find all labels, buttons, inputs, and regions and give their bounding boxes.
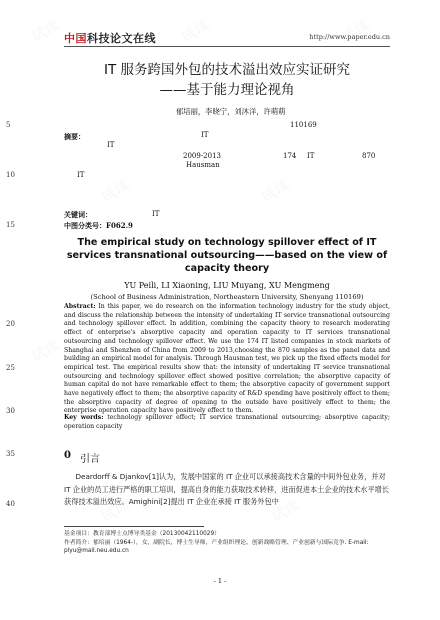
en-keywords-label: Key words: [64, 414, 104, 421]
page-number: - 1 - [213, 577, 227, 585]
intro-heading-number: 0 [64, 450, 71, 461]
logo-red-text: 中国 [64, 32, 87, 45]
line-number: 5 [6, 121, 11, 129]
intro-heading-text: 引言 [80, 454, 100, 465]
en-authors: YU Peili, LI Xiaoning, LIU Muyang, XU Mengmeng [124, 281, 330, 290]
zh-keywords-label: 关键词： [64, 210, 92, 219]
watermark [27, 14, 63, 47]
footnote-funding: 基金项目：教育部博士点博导类基金（20130042110029） [64, 531, 220, 537]
header-url[interactable]: http://www.paper.edu.cn [309, 33, 390, 41]
zh-title-line-1: IT 服务跨国外包的技术溢出效应实证研究 [103, 62, 351, 78]
footnote-rule [64, 526, 204, 527]
zh-abstract-fragment: IT [107, 141, 115, 149]
zh-abstract-fragment: IT [77, 171, 85, 179]
en-title-line-3: capacity theory [184, 263, 270, 274]
page-header [64, 30, 390, 46]
header-rule [64, 46, 390, 47]
en-keywords-text: technology spillover effect; IT service transnational outsourcing; absorptive capacity; operation capacity [64, 414, 391, 430]
zh-abstract-fragment: 870 [362, 152, 376, 160]
line-number: 35 [6, 450, 15, 458]
zh-abstract-fragment: 174 [283, 152, 297, 160]
watermark [27, 334, 63, 367]
line-number: 25 [6, 364, 15, 372]
zh-abstract-fragment: IT [201, 131, 209, 139]
zh-abstract-fragment: IT [307, 152, 315, 160]
watermark [257, 174, 293, 207]
line-number: 20 [6, 320, 15, 328]
site-logo [64, 30, 156, 46]
line-number: 10 [6, 171, 15, 179]
zh-authors: 郁培丽，李晓宁，刘沐洋，许萌萌 [176, 107, 286, 116]
en-title-line-2: services transnational outsourcing——based on the view of [66, 250, 388, 261]
intro-paragraph: Deardorff & Djankov[1]认为，发展中国家的 IT 企业可以承接高技术含量的中间外包业务，并对 IT 企业的员工进行严格的职工培训，提高自身的能力获取技术转移，进而促进本土企业的技术水平增长获得技术溢出效应。Amighini[2]提出 IT 企业在承接 IT 服务外包中 [64, 472, 390, 506]
zh-keywords-fragment: IT [152, 210, 160, 218]
logo-black-text: 科技论文在线 [87, 32, 156, 45]
en-abstract-label: Abstract: [64, 303, 96, 310]
line-number: 40 [6, 500, 15, 508]
en-title-line-1: The empirical study on technology spillover effect of IT [77, 237, 377, 248]
en-abstract-text: In this paper, we do research on the information technology industry for the study object, and discuss the relationship between the intensity of undertaking IT service transnational outsourcing and technology spillover effect. In addition, combining the capacity theory to research moderating effect of enterprise's absorptive capacity and operation capacity to IT services transnational outsourcing and technology spillover effect. We use the 174 IT listed companies in stock markets of Shanghai and Shenzhen of China from 2009 to 2013,choosing the 870 samples as the panel data and building an empirical model for analysis. Through Hausman test, we pick up the fixed effects model for empirical test. The empirical results show that: the intensity of undertaking IT service transnational outsourcing and technology spillover effect showed positive correlation; the absorptive capacity of human capital do not have remarkable effect to them; the absorptive capacity of government support have negatively effect to them; the absorptive capacity of R&D spending have positively effect to them; the absorptive capacity of degree of opening to the outside have positively effect to them; the enterprise operation capacity have positively effect to them. [64, 303, 390, 415]
zh-abstract-fragment: 2009-2013 [183, 152, 221, 160]
line-number: 15 [6, 221, 15, 229]
en-keywords [64, 414, 390, 431]
zh-clc-number: 中图分类号：F062.9 [64, 221, 133, 230]
zh-abstract-fragment: Hausman [186, 161, 220, 169]
zh-title-line-2: ——基于能力理论视角 [159, 82, 295, 98]
zh-postcode: 110169 [290, 121, 317, 129]
watermark [97, 174, 133, 207]
zh-abstract-label: 摘要： [64, 132, 85, 141]
footnote-author-bio: 作者简介：郁培丽（1964-），女，副院长，博士生导师，产业组织理论、创新战略管理、产业创新与国际竞争. E-mail: plyu@mail.neu.edu.cn [64, 540, 369, 554]
en-abstract [64, 303, 390, 416]
en-affiliation: (School of Business Administration, Northeastern University, Shenyang 110169) [90, 293, 364, 301]
line-number: 30 [6, 407, 15, 415]
